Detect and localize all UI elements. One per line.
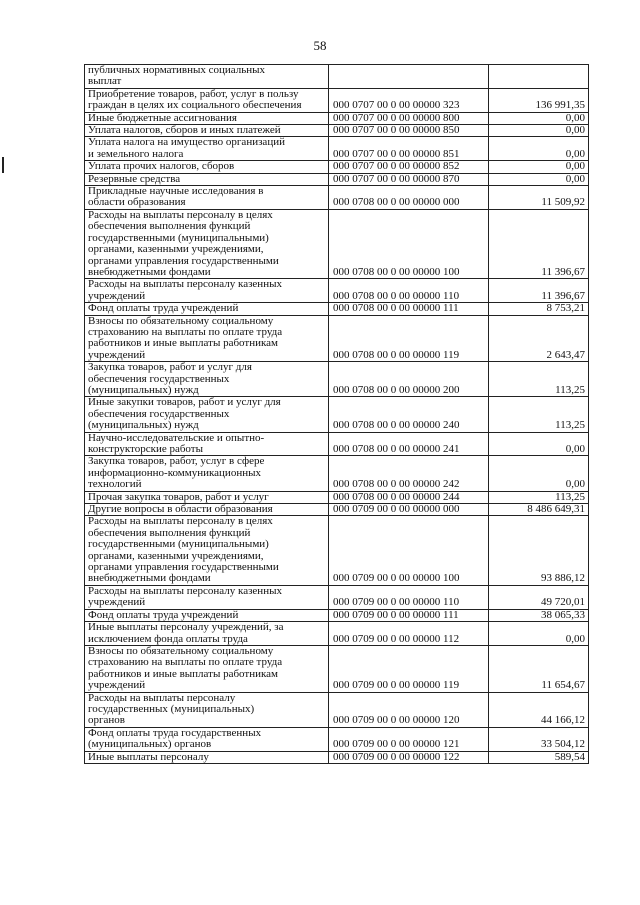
row-code-cell: 000 0707 00 0 00 00000 870 bbox=[329, 173, 489, 185]
table-row bbox=[85, 65, 589, 89]
row-code-cell: 000 0708 00 0 00 00000 111 bbox=[329, 303, 489, 315]
margin-mark bbox=[2, 157, 4, 173]
row-code-cell: 000 0709 00 0 00 00000 122 bbox=[329, 751, 489, 763]
table-row bbox=[85, 303, 589, 315]
table-row bbox=[85, 456, 589, 491]
row-name-cell: Фонд оплаты труда государственных (муниципальных) органов bbox=[85, 727, 329, 751]
row-name-cell: Резервные средства bbox=[85, 173, 329, 185]
table-row bbox=[85, 362, 589, 397]
row-code-cell: 000 0708 00 0 00 00000 241 bbox=[329, 432, 489, 456]
row-name-cell: Приобретение товаров, работ, услуг в пользу граждан в целях их социального обеспечения bbox=[85, 88, 329, 112]
table-row bbox=[85, 125, 589, 137]
row-name-cell: Другие вопросы в области образования bbox=[85, 504, 329, 516]
row-code-cell: 000 0709 00 0 00 00000 100 bbox=[329, 516, 489, 585]
table-row bbox=[85, 751, 589, 763]
row-name-cell: Закупка товаров, работ, услуг в сфере информационно-коммуникационных технологий bbox=[85, 456, 329, 491]
row-name-cell: Иные выплаты персоналу bbox=[85, 751, 329, 763]
row-amount-cell: 0,00 bbox=[489, 137, 589, 161]
row-amount-cell: 11 509,92 bbox=[489, 186, 589, 210]
row-code-cell: 000 0708 00 0 00 00000 240 bbox=[329, 397, 489, 432]
table-row bbox=[85, 504, 589, 516]
row-amount-cell: 0,00 bbox=[489, 622, 589, 646]
table-row bbox=[85, 88, 589, 112]
budget-table bbox=[84, 64, 589, 764]
row-code-cell: 000 0708 00 0 00 00000 244 bbox=[329, 491, 489, 503]
table-row bbox=[85, 692, 589, 727]
table-row bbox=[85, 727, 589, 751]
row-amount-cell: 11 396,67 bbox=[489, 279, 589, 303]
row-name-cell: Уплата налогов, сборов и иных платежей bbox=[85, 125, 329, 137]
table-row bbox=[85, 491, 589, 503]
table-row bbox=[85, 279, 589, 303]
row-amount-cell: 8 486 649,31 bbox=[489, 504, 589, 516]
table-row bbox=[85, 209, 589, 278]
table-row bbox=[85, 609, 589, 621]
row-code-cell: 000 0709 00 0 00 00000 111 bbox=[329, 609, 489, 621]
row-amount-cell: 11 654,67 bbox=[489, 645, 589, 692]
row-name-cell: Расходы на выплаты персоналу в целях обеспечения выполнения функций государственными (муниципальными) органами, казенными учреждениями, органами управления государственными внебюджетными фондами bbox=[85, 516, 329, 585]
table-row bbox=[85, 173, 589, 185]
row-amount-cell: 589,54 bbox=[489, 751, 589, 763]
page-number: 58 bbox=[313, 38, 327, 53]
row-amount-cell bbox=[489, 65, 589, 89]
row-code-cell bbox=[329, 65, 489, 89]
row-amount-cell: 0,00 bbox=[489, 173, 589, 185]
row-name-cell: Расходы на выплаты персоналу в целях обеспечения выполнения функций государственными (муниципальными) органами, казенными учреждениями, органами управления государственными внебюджетными фондами bbox=[85, 209, 329, 278]
row-amount-cell: 2 643,47 bbox=[489, 315, 589, 362]
row-amount-cell: 0,00 bbox=[489, 161, 589, 173]
row-code-cell: 000 0708 00 0 00 00000 242 bbox=[329, 456, 489, 491]
row-code-cell: 000 0709 00 0 00 00000 110 bbox=[329, 585, 489, 609]
row-name-cell: Уплата прочих налогов, сборов bbox=[85, 161, 329, 173]
row-amount-cell: 113,25 bbox=[489, 491, 589, 503]
table-row bbox=[85, 161, 589, 173]
row-amount-cell: 113,25 bbox=[489, 397, 589, 432]
row-amount-cell: 93 886,12 bbox=[489, 516, 589, 585]
row-code-cell: 000 0708 00 0 00 00000 110 bbox=[329, 279, 489, 303]
table-row bbox=[85, 622, 589, 646]
row-code-cell: 000 0708 00 0 00 00000 000 bbox=[329, 186, 489, 210]
row-code-cell: 000 0709 00 0 00 00000 112 bbox=[329, 622, 489, 646]
row-code-cell: 000 0707 00 0 00 00000 851 bbox=[329, 137, 489, 161]
row-name-cell: Фонд оплаты труда учреждений bbox=[85, 609, 329, 621]
table-row bbox=[85, 315, 589, 362]
table-row bbox=[85, 186, 589, 210]
row-code-cell: 000 0707 00 0 00 00000 852 bbox=[329, 161, 489, 173]
row-name-cell: Иные закупки товаров, работ и услуг для обеспечения государственных (муниципальных) нужд bbox=[85, 397, 329, 432]
row-code-cell: 000 0707 00 0 00 00000 850 bbox=[329, 125, 489, 137]
row-name-cell: Фонд оплаты труда учреждений bbox=[85, 303, 329, 315]
row-code-cell: 000 0709 00 0 00 00000 121 bbox=[329, 727, 489, 751]
table-row bbox=[85, 516, 589, 585]
row-name-cell: Уплата налога на имущество организаций и земельного налога bbox=[85, 137, 329, 161]
row-name-cell: Иные выплаты персоналу учреждений, за исключением фонда оплаты труда bbox=[85, 622, 329, 646]
row-name-cell: Расходы на выплаты персоналу казенных учреждений bbox=[85, 279, 329, 303]
row-name-cell: Расходы на выплаты персоналу казенных учреждений bbox=[85, 585, 329, 609]
row-amount-cell: 0,00 bbox=[489, 125, 589, 137]
row-amount-cell: 49 720,01 bbox=[489, 585, 589, 609]
row-name-cell: Взносы по обязательному социальному страхованию на выплаты по оплате труда работников и иные выплаты работникам учреждений bbox=[85, 645, 329, 692]
row-amount-cell: 44 166,12 bbox=[489, 692, 589, 727]
row-name-cell: Прочая закупка товаров, работ и услуг bbox=[85, 491, 329, 503]
row-amount-cell: 38 065,33 bbox=[489, 609, 589, 621]
row-amount-cell: 0,00 bbox=[489, 112, 589, 124]
row-code-cell: 000 0707 00 0 00 00000 800 bbox=[329, 112, 489, 124]
row-amount-cell: 0,00 bbox=[489, 432, 589, 456]
row-code-cell: 000 0709 00 0 00 00000 119 bbox=[329, 645, 489, 692]
table-row bbox=[85, 645, 589, 692]
row-code-cell: 000 0708 00 0 00 00000 119 bbox=[329, 315, 489, 362]
row-code-cell: 000 0707 00 0 00 00000 323 bbox=[329, 88, 489, 112]
row-amount-cell: 33 504,12 bbox=[489, 727, 589, 751]
row-amount-cell: 11 396,67 bbox=[489, 209, 589, 278]
row-amount-cell: 136 991,35 bbox=[489, 88, 589, 112]
row-code-cell: 000 0709 00 0 00 00000 120 bbox=[329, 692, 489, 727]
table-row bbox=[85, 432, 589, 456]
row-name-cell: Взносы по обязательному социальному страхованию на выплаты по оплате труда работников и иные выплаты работникам учреждений bbox=[85, 315, 329, 362]
row-code-cell: 000 0708 00 0 00 00000 200 bbox=[329, 362, 489, 397]
table-row bbox=[85, 112, 589, 124]
budget-table-body bbox=[85, 65, 589, 764]
row-amount-cell: 113,25 bbox=[489, 362, 589, 397]
row-name-cell: Расходы на выплаты персоналу государственных (муниципальных) органов bbox=[85, 692, 329, 727]
table-row bbox=[85, 397, 589, 432]
table-row bbox=[85, 137, 589, 161]
row-amount-cell: 0,00 bbox=[489, 456, 589, 491]
row-code-cell: 000 0708 00 0 00 00000 100 bbox=[329, 209, 489, 278]
row-amount-cell: 8 753,21 bbox=[489, 303, 589, 315]
row-name-cell: Иные бюджетные ассигнования bbox=[85, 112, 329, 124]
table-row bbox=[85, 585, 589, 609]
row-name-cell: Прикладные научные исследования в области образования bbox=[85, 186, 329, 210]
row-name-cell: Закупка товаров, работ и услуг для обеспечения государственных (муниципальных) нужд bbox=[85, 362, 329, 397]
row-name-cell: публичных нормативных социальных выплат bbox=[85, 65, 329, 89]
row-code-cell: 000 0709 00 0 00 00000 000 bbox=[329, 504, 489, 516]
row-name-cell: Научно-исследовательские и опытно- конструкторские работы bbox=[85, 432, 329, 456]
